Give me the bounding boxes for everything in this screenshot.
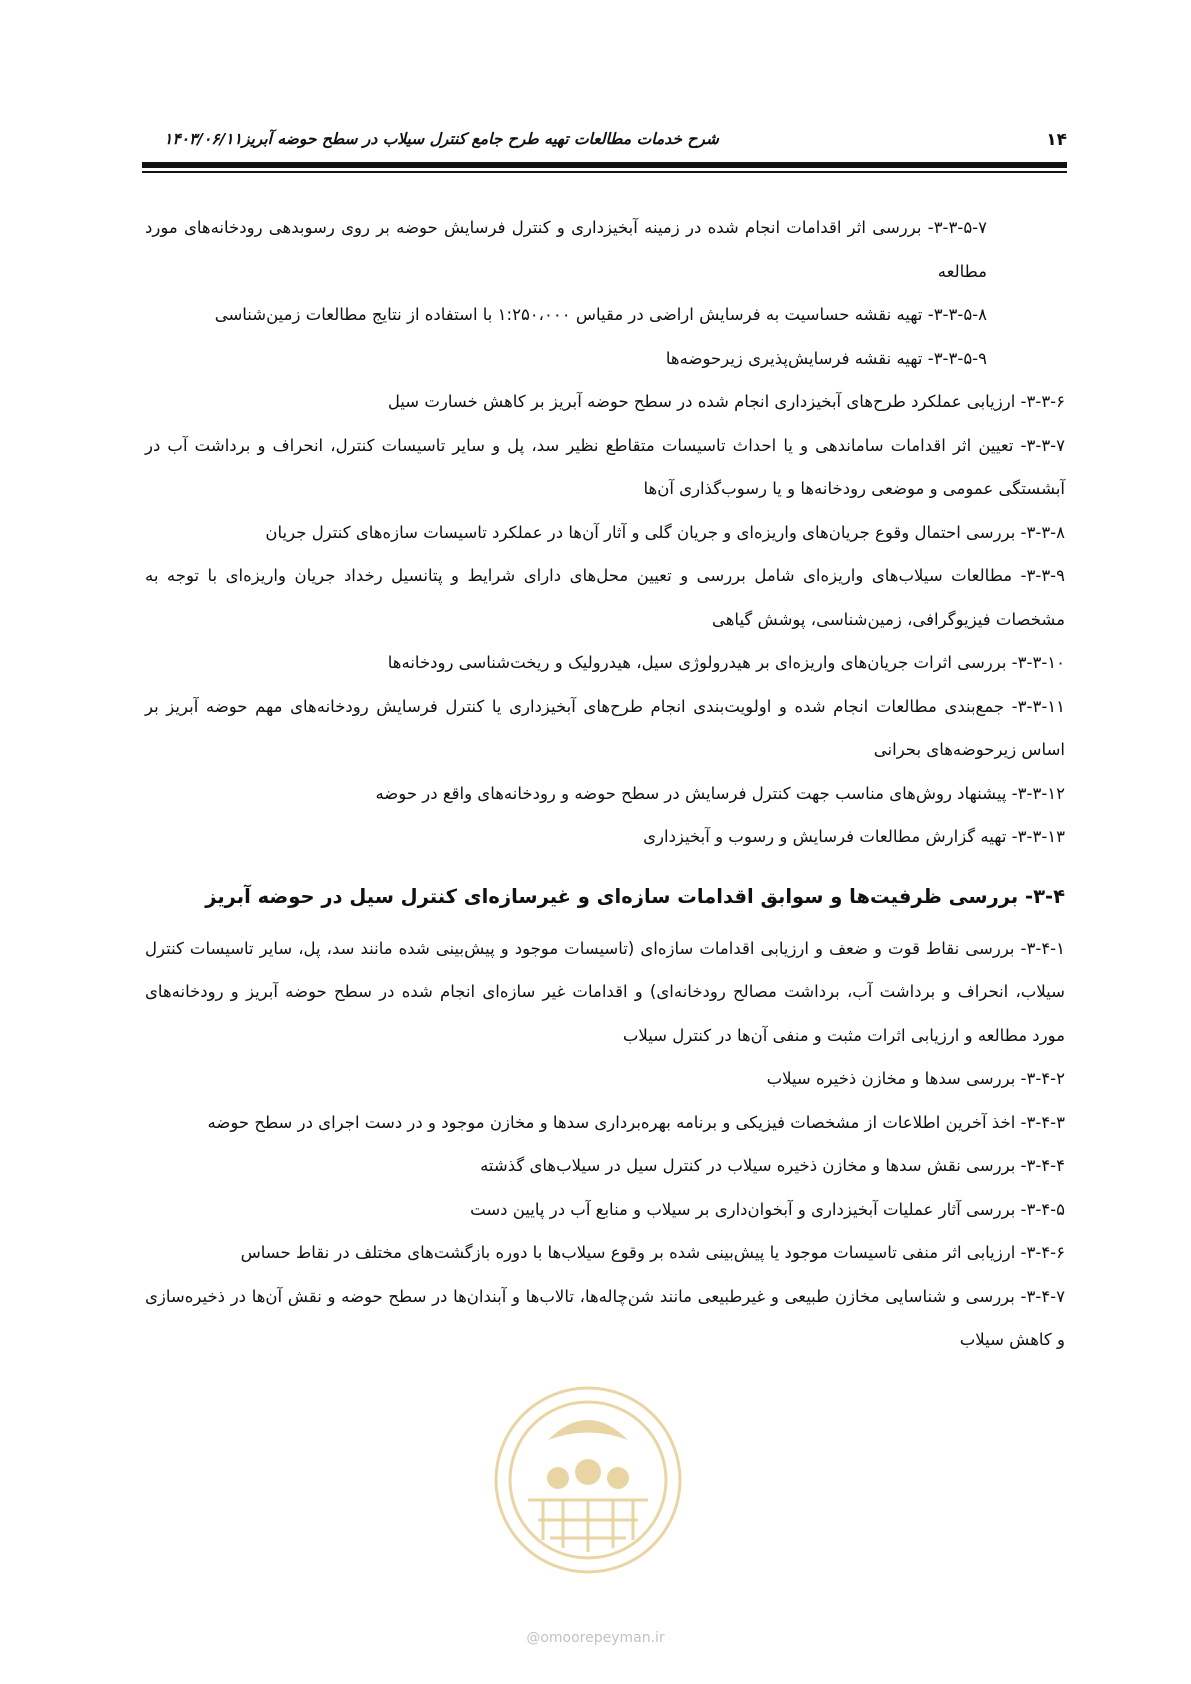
- paragraph-3-3-10: ۳-۳-۱۰- بررسی اثرات جریان‌های واریزه‌ای بر هیدرولوژی سیل، هیدرولیک و ریخت‌شناسی رودخانه‌ها: [387, 653, 1065, 672]
- paragraph-3-4-7: ۳-۴-۷- بررسی و شناسایی مخازن طبیعی و غیرطبیعی مانند شن‌چاله‌ها، تالاب‌ها و آبندان‌ها در سطح حوضه و نقش آن‌ها در ذخیره‌سازی و کاهش سیلاب: [145, 1286, 1065, 1349]
- watermark-site: @omoorepeyman.ir: [526, 1630, 665, 1646]
- paragraph-3-3-12: ۳-۳-۱۲- پیشنهاد روش‌های مناسب جهت کنترل فرسایش در سطح حوضه و رودخانه‌های واقع در حوضه: [375, 783, 1065, 803]
- paragraph-3-3-5-7: ۳-۳-۵-۷- بررسی اثر اقدامات انجام شده در زمینه آبخیزداری و کنترل فرسایش حوضه بر روی رسوبدهی رودخانه‌های مورد مطالعه: [145, 218, 987, 281]
- watermark-logo: [488, 1380, 688, 1580]
- paragraph-3-3-7: ۳-۳-۷- تعیین اثر اقدامات ساماندهی و یا احداث تاسیسات متقاطع نظیر سد، پل و سایر تاسیسات کنترل، انحراف و برداشت آب در آبشستگی عمومی و موضعی رودخانه‌ها و یا رسوب‌گذاری آن‌ها: [145, 435, 1065, 498]
- paragraph-3-4-5: ۳-۴-۵- بررسی آثار عملیات آبخیزداری و آبخوان‌داری بر سیلاب و منابع آب در پایین دست: [470, 1199, 1065, 1219]
- body-content: [145, 206, 1065, 1362]
- header-date: ۱۴۰۳/۰۶/۱۱: [164, 130, 242, 148]
- header-rule-thick: [142, 162, 1067, 168]
- paragraph-3-3-6: ۳-۳-۶- ارزیابی عملکرد طرح‌های آبخیزداری انجام شده در سطح حوضه آبریز بر کاهش خسارت سیل: [387, 392, 1065, 411]
- paragraph-3-4-2: ۳-۴-۲- بررسی سدها و مخازن ذخیره سیلاب: [766, 1069, 1065, 1088]
- paragraph-3-3-13: ۳-۳-۱۳- تهیه گزارش مطالعات فرسایش و رسوب و آبخیزداری: [643, 827, 1065, 846]
- paragraph-3-3-5-9: ۳-۳-۵-۹- تهیه نقشه فرسایش‌پذیری زیرحوضه‌ها: [665, 348, 987, 368]
- paragraph-3-3-11: ۳-۳-۱۱- جمع‌بندی مطالعات انجام شده و اولویت‌بندی انجام طرح‌های آبخیزداری یا کنترل فرسایش رودخانه‌های مهم حوضه آبریز بر اساس زیرحوضه‌های بحرانی: [145, 696, 1065, 759]
- paragraph-3-4-4: ۳-۴-۴- بررسی نقش سدها و مخازن ذخیره سیلاب در کنترل سیل در سیلاب‌های گذشته: [480, 1156, 1065, 1175]
- paragraph-3-4-6: ۳-۴-۶- ارزیابی اثر منفی تاسیسات موجود یا پیش‌بینی شده بر وقوع سیلاب‌ها با دوره بازگشت‌های مختلف در نقاط حساس: [240, 1243, 1065, 1262]
- header-title: شرح خدمات مطالعات تهیه طرح جامع کنترل سیلاب در سطح حوضه آبریز: [241, 130, 719, 148]
- paragraph-3-4-3: ۳-۴-۳- اخذ آخرین اطلاعات از مشخصات فیزیکی و برنامه بهره‌برداری سدها و مخازن موجود و در دست اجرای در سطح حوضه: [207, 1112, 1065, 1132]
- page-header: [142, 128, 1067, 158]
- paragraph-3-3-8: ۳-۳-۸- بررسی احتمال وقوع جریان‌های واریزه‌ای و جریان گلی و آثار آن‌ها در عملکرد تاسیسات سازه‌های کنترل جریان: [265, 522, 1065, 542]
- page-number: ۱۴: [1046, 130, 1067, 150]
- paragraph-3-3-9: ۳-۳-۹- مطالعات سیلاب‌های واریزه‌ای شامل بررسی و تعیین محل‌های دارای شرایط و پتانسیل رخداد جریان واریزه‌ای با توجه به مشخصات فیزیوگرافی، زمین‌شناسی، پوشش گیاهی: [145, 566, 1065, 629]
- header-title-line: [142, 130, 719, 148]
- section-heading-3-4: ۳-۴- بررسی ظرفیت‌ها و سوابق اقدامات سازه‌ای و غیرسازه‌ای کنترل سیل در حوضه آبریز: [205, 884, 1065, 908]
- paragraph-3-4-1: ۳-۴-۱- بررسی نقاط قوت و ضعف و ارزیابی اقدامات سازه‌ای (تاسیسات موجود و پیش‌بینی شده مانند سد، پل، سایر تاسیسات کنترل سیلاب، انحراف و برداشت آب، برداشت مصالح رودخانه‌ای) و اقدامات غیر سازه‌ای انجام شده در سطح حوضه آبریز و رودخانه‌های مورد مطالعه و ارزیابی اثرات مثبت و منفی آن‌ها در کنترل سیلاب: [145, 938, 1065, 1045]
- paragraph-3-3-5-8: ۳-۳-۵-۸- تهیه نقشه حساسیت به فرسایش اراضی در مقیاس ۱:۲۵۰،۰۰۰ با استفاده از نتایج مطالعات زمین‌شناسی: [214, 305, 987, 324]
- header-rule-thin: [142, 171, 1067, 173]
